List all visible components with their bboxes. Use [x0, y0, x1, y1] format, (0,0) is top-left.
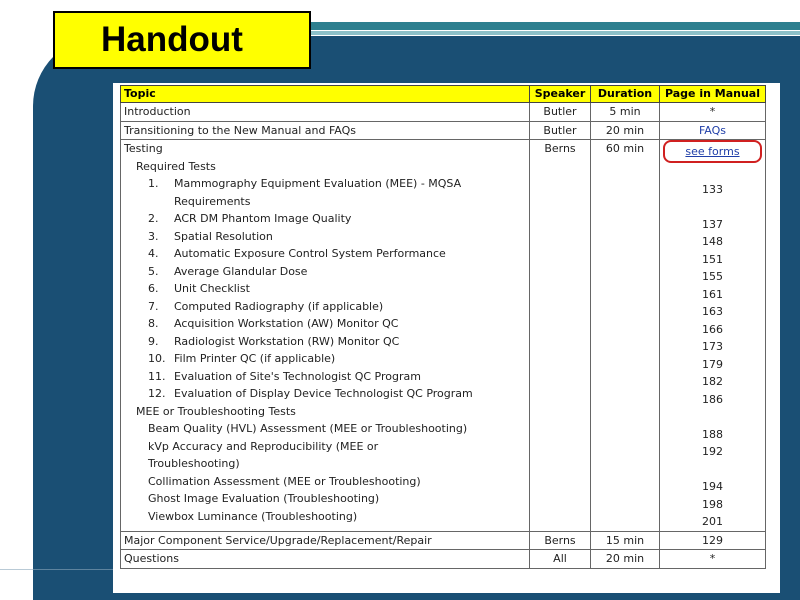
- list-item: 2. ACR DM Phantom Image Quality: [148, 212, 352, 225]
- page-number: 198: [702, 497, 723, 511]
- page-number: 163: [702, 305, 723, 318]
- list-item-continuation: Troubleshooting): [148, 457, 240, 470]
- duration-cell: 20 min: [591, 550, 660, 569]
- topic-cell: Major Component Service/Upgrade/Replacement/Repair: [121, 531, 530, 550]
- page-number: 192: [702, 445, 723, 458]
- page-number: 166: [702, 322, 723, 336]
- speaker-cell: All: [530, 550, 591, 569]
- table-row: [121, 103, 766, 122]
- topic-cell: Questions: [121, 550, 530, 569]
- teal-stripe: [300, 22, 800, 30]
- slide-title: Handout: [101, 20, 243, 59]
- list-item: 10. Film Printer QC (if applicable): [148, 352, 336, 365]
- page-number: 188: [702, 427, 723, 441]
- page-number: 182: [702, 375, 723, 388]
- table-row-testing: [121, 140, 766, 532]
- divider-line: [0, 569, 118, 570]
- list-item: 12. Evaluation of Display Device Technologist QC Program: [148, 387, 473, 400]
- speaker-cell: Berns: [530, 531, 591, 550]
- list-item: 7. Computed Radiography (if applicable): [148, 299, 384, 313]
- header-page: Page in Manual: [660, 86, 766, 103]
- list-item: Collimation Assessment (MEE or Troubleshooting): [148, 474, 421, 488]
- list-item: kVp Accuracy and Reproducibility (MEE or: [148, 439, 379, 453]
- page-number: 151: [702, 252, 723, 266]
- topic-cell: Transitioning to the New Manual and FAQs: [121, 121, 530, 140]
- page-number: 186: [702, 392, 723, 406]
- list-item: 6. Unit Checklist: [148, 282, 250, 295]
- page-cell: *: [660, 550, 766, 569]
- highlight-circle: [663, 140, 762, 163]
- speaker-cell: Butler: [530, 103, 591, 122]
- list-item: Viewbox Luminance (Troubleshooting): [148, 509, 358, 523]
- list-item: 4. Automatic Exposure Control System Performance: [148, 247, 446, 260]
- list-item: 1. Mammography Equipment Evaluation (MEE) - MQSA: [148, 177, 462, 190]
- page-cell: [660, 121, 766, 140]
- page-cell: 129: [660, 531, 766, 550]
- faqs-link[interactable]: FAQs: [698, 123, 727, 137]
- header-duration: Duration: [591, 86, 660, 103]
- duration-cell: 60 min: [591, 140, 660, 532]
- speaker-cell: Butler: [530, 121, 591, 140]
- handout-sheet: [113, 83, 780, 593]
- page-number: 137: [702, 217, 723, 231]
- list-item: Beam Quality (HVL) Assessment (MEE or Troubleshooting): [148, 422, 468, 435]
- list-item-continuation: Requirements: [174, 194, 251, 208]
- table-row: [121, 121, 766, 140]
- page-cell: *: [660, 103, 766, 122]
- list-item: 5. Average Glandular Dose: [148, 264, 308, 278]
- list-item: 11. Evaluation of Site's Technologist QC Program: [148, 369, 421, 383]
- duration-cell: 15 min: [591, 531, 660, 550]
- table-header-row: [121, 86, 766, 103]
- page-number: 148: [702, 235, 723, 248]
- page-number: 155: [702, 270, 723, 283]
- header-topic: Topic: [121, 86, 530, 103]
- page-number: 194: [702, 480, 723, 493]
- duration-cell: 20 min: [591, 121, 660, 140]
- see-forms-link[interactable]: see forms: [685, 145, 740, 158]
- teal-stripe-light: [300, 31, 800, 35]
- page-number: 161: [702, 287, 723, 301]
- page-cell-testing: [660, 140, 766, 532]
- testing-label: Testing: [124, 142, 163, 155]
- page-number: 201: [702, 515, 723, 528]
- list-item: 9. Radiologist Workstation (RW) Monitor QC: [148, 334, 400, 348]
- header-speaker: Speaker: [530, 86, 591, 103]
- topic-cell-testing: [121, 140, 530, 532]
- table-row: [121, 550, 766, 569]
- required-tests-heading: Required Tests: [136, 159, 216, 173]
- topic-cell: Introduction: [121, 103, 530, 122]
- page-number: 173: [702, 340, 723, 353]
- page-number: 133: [702, 182, 723, 196]
- duration-cell: 5 min: [591, 103, 660, 122]
- table-row: [121, 531, 766, 550]
- list-item: 8. Acquisition Workstation (AW) Monitor QC: [148, 317, 399, 330]
- list-item: Ghost Image Evaluation (Troubleshooting): [148, 492, 380, 505]
- list-item: 3. Spatial Resolution: [148, 229, 273, 243]
- agenda-table: [120, 85, 766, 569]
- page-number: 179: [702, 357, 723, 371]
- mee-tests-heading: MEE or Troubleshooting Tests: [136, 404, 296, 418]
- speaker-cell: Berns: [530, 140, 591, 532]
